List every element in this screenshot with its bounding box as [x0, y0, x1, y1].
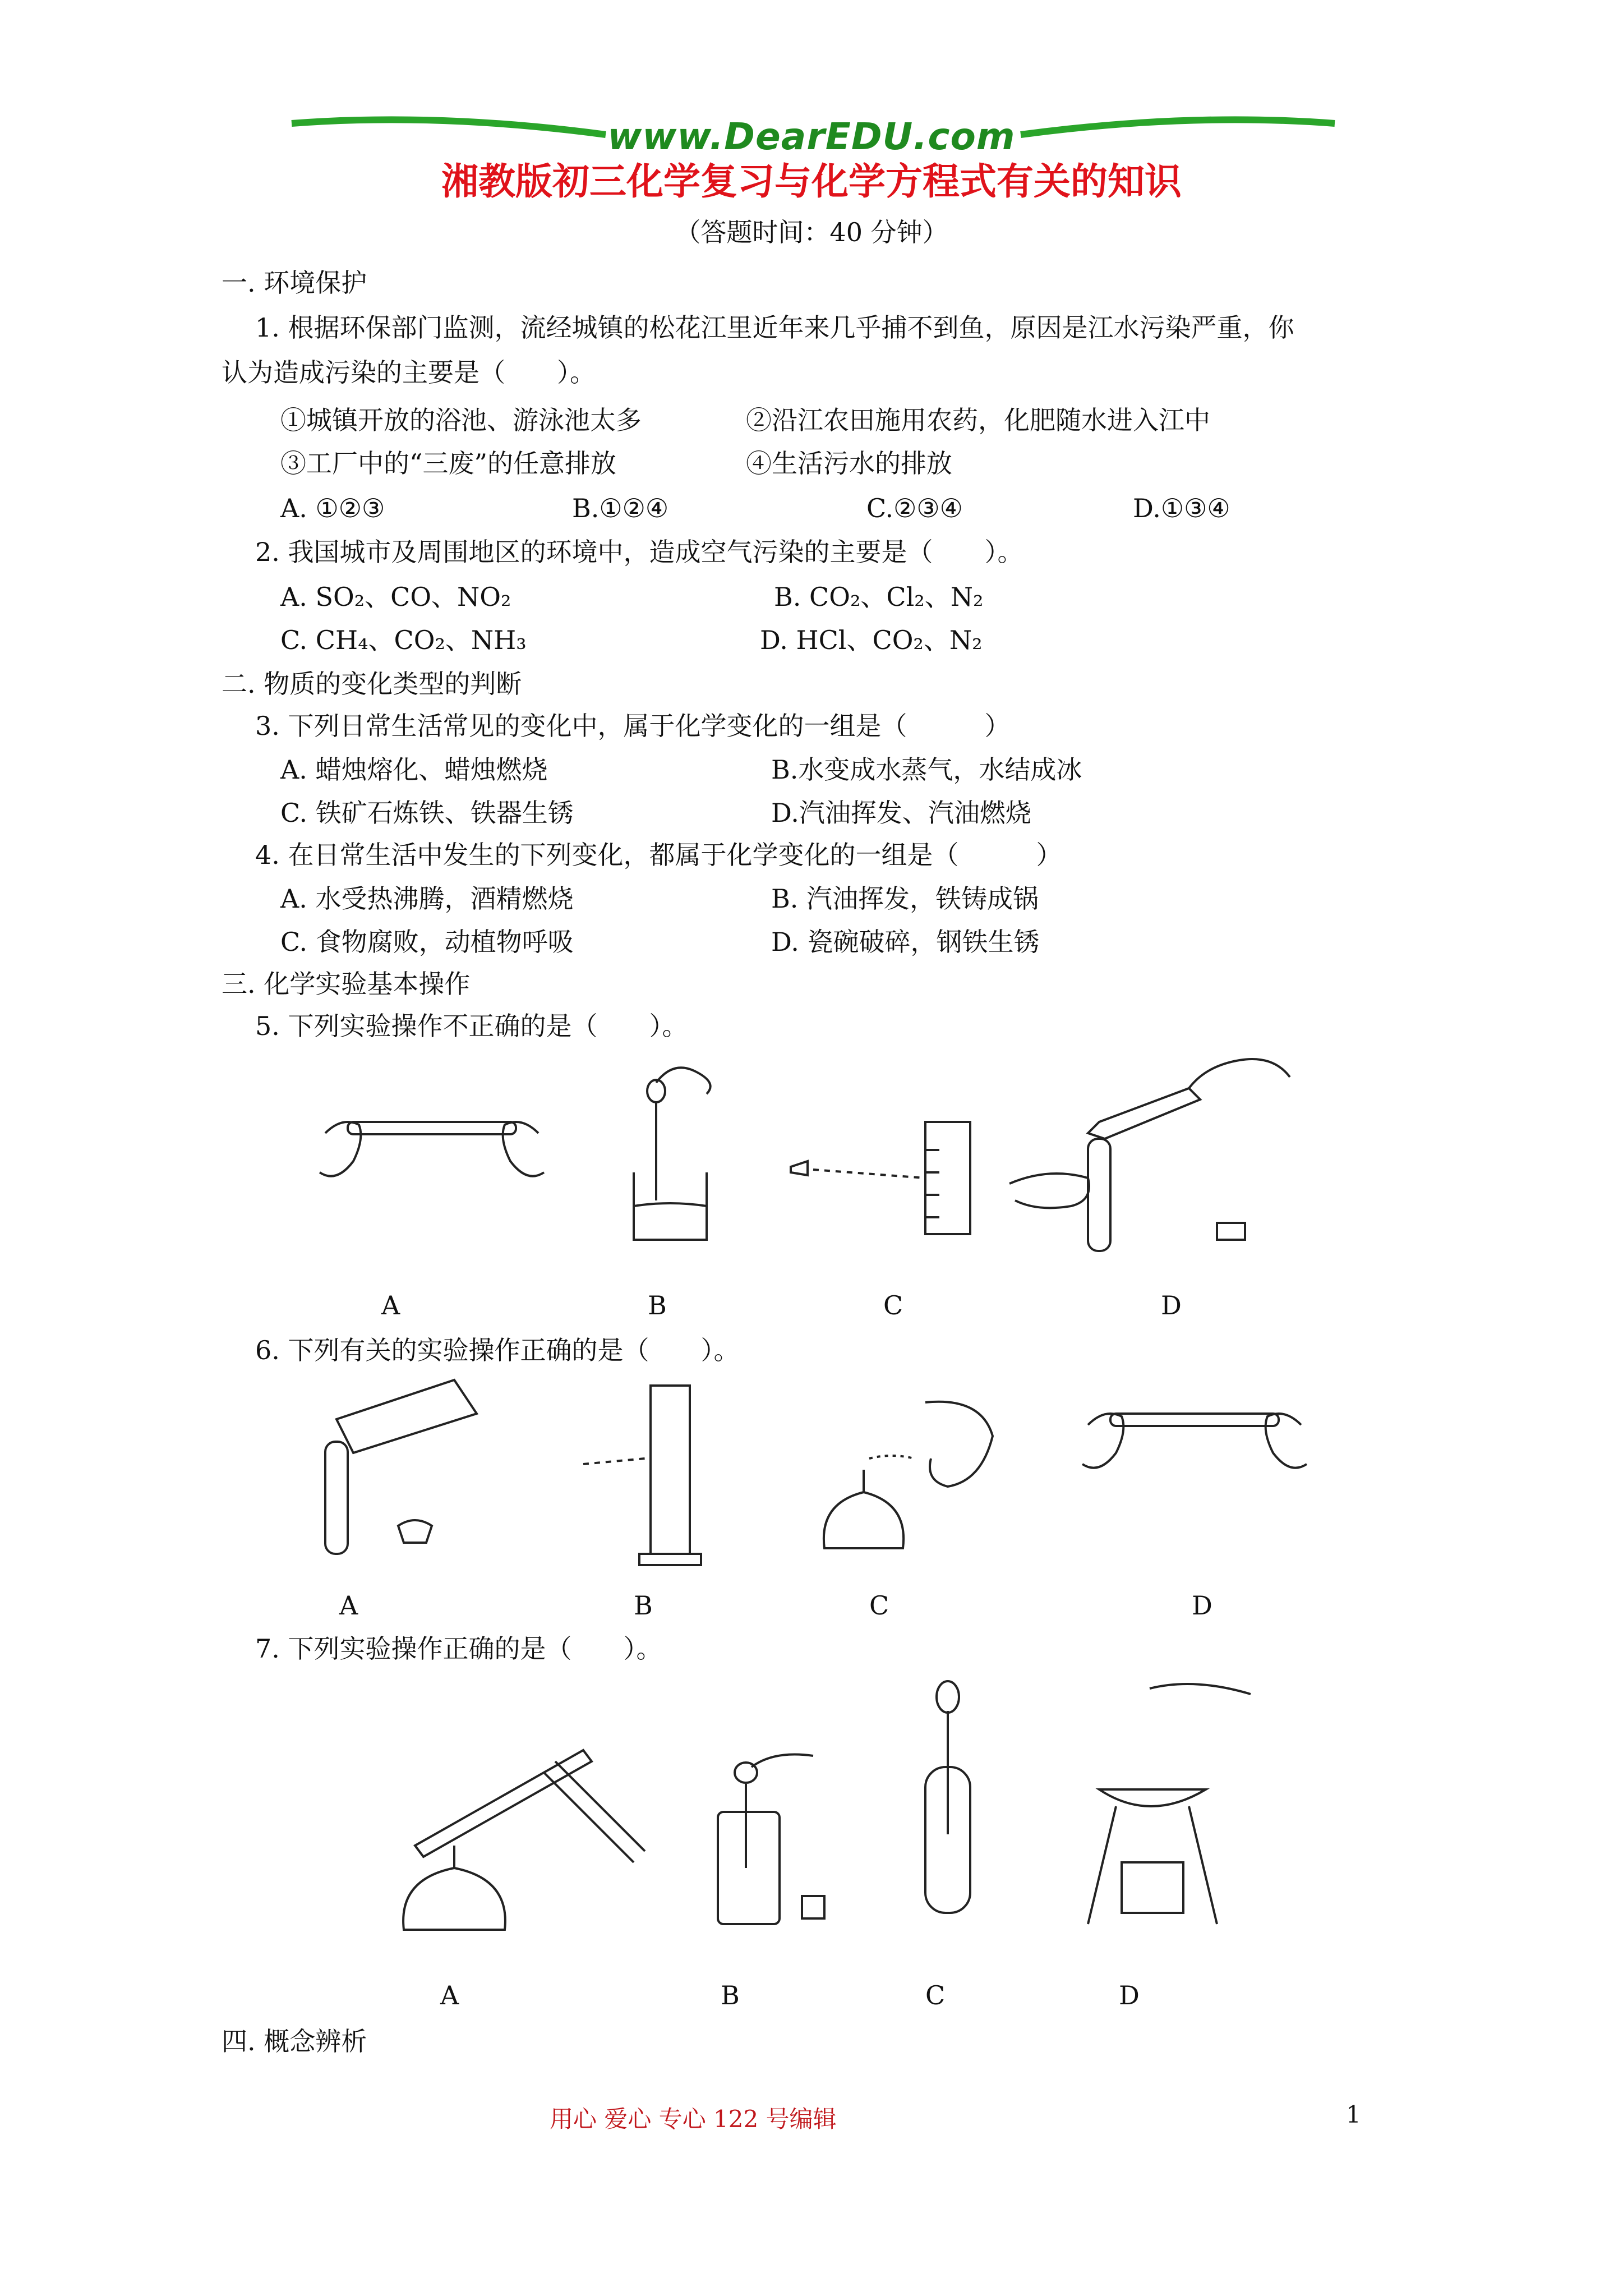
site-logo: www.DearEDU.com	[607, 115, 1016, 158]
q3-option-a: A. 蜡烛熔化、蜡烛燃烧	[280, 754, 548, 785]
q5-label-b: B	[648, 1290, 667, 1320]
question-1-stem-cont: 认为造成污染的主要是（ ）。	[222, 357, 596, 388]
q5-figure-d-pouring-liquid	[1004, 1055, 1295, 1268]
q6-label-b: B	[634, 1590, 653, 1621]
q5-figure-c-reading-cylinder	[785, 1116, 987, 1245]
q6-figure-b-graduated-cylinder	[578, 1380, 723, 1571]
question-5-stem: 5. 下列实验操作不正确的是（ ）。	[255, 1011, 688, 1041]
q7-label-a: A	[440, 1980, 459, 2010]
q5-label-d: D	[1161, 1290, 1182, 1320]
q1-option-b: B.①②④	[572, 493, 669, 523]
q1-option-c: C.②③④	[866, 493, 963, 523]
q2-option-d: D. HCl、CO₂、N₂	[760, 625, 983, 655]
q1-item-2: ②沿江农田施用农药，化肥随水进入江中	[746, 405, 1210, 435]
q4-option-b: B. 汽油挥发，铁铸成锅	[771, 884, 1039, 914]
section-heading: 四. 概念辨析	[222, 2026, 367, 2056]
page-title: 湘教版初三化学复习与化学方程式有关的知识	[441, 159, 1182, 203]
q6-figure-c-smelling-gas	[813, 1391, 998, 1559]
q4-option-c: C. 食物腐败，动植物呼吸	[280, 927, 574, 957]
q5-figure-b-dropper-into-beaker	[623, 1060, 735, 1251]
page-number: 1	[1346, 2101, 1361, 2128]
q6-figure-d-heating-test-tube	[1077, 1391, 1312, 1492]
q1-option-a: A. ①②③	[280, 493, 385, 523]
question-6-stem: 6. 下列有关的实验操作正确的是（ ）。	[255, 1335, 740, 1365]
q6-figure-a-pouring-into-tube	[314, 1369, 494, 1559]
q7-label-d: D	[1119, 1980, 1140, 2010]
footer-text: 用心 爱心 专心 122 号编辑	[550, 2105, 837, 2133]
question-2-stem: 2. 我国城市及周围地区的环境中，造成空气污染的主要是（ ）。	[255, 537, 1023, 567]
q3-option-d: D.汽油挥发、汽油燃烧	[771, 798, 1031, 828]
q5-label-c: C	[883, 1290, 903, 1320]
question-1-stem: 1. 根据环保部门监测，流经城镇的松花江里近年来几乎捕不到鱼，原因是江水污染严重，你	[255, 312, 1294, 343]
q3-option-c: C. 铁矿石炼铁、铁器生锈	[280, 798, 574, 828]
q7-figure-d-evaporating-dish	[1066, 1677, 1267, 1935]
q7-figure-b-dropper-bottle	[712, 1745, 858, 1935]
section-heading: 一. 环境保护	[222, 268, 367, 298]
q5-figure-a-heating-test-tube	[314, 1099, 550, 1200]
section-heading: 三. 化学实验基本操作	[222, 969, 471, 999]
q4-option-d: D. 瓷碗破碎，钢铁生锈	[771, 927, 1040, 957]
q2-option-b: B. CO₂、Cl₂、N₂	[774, 582, 984, 612]
q2-option-c: C. CH₄、CO₂、NH₃	[280, 625, 527, 655]
q7-label-c: C	[925, 1980, 946, 2010]
q7-figure-a-heating-with-holder	[398, 1728, 656, 1941]
time-limit: （答题时间：40 分钟）	[675, 217, 948, 247]
q1-item-4: ④生活污水的排放	[746, 448, 952, 478]
q7-label-b: B	[721, 1980, 740, 2010]
q6-label-c: C	[869, 1590, 889, 1621]
q1-option-d: D.①③④	[1133, 493, 1230, 523]
q6-label-a: A	[339, 1590, 358, 1621]
q1-item-1: ①城镇开放的浴池、游泳池太多	[280, 405, 642, 435]
q6-label-d: D	[1192, 1590, 1212, 1621]
q4-option-a: A. 水受热沸腾，酒精燃烧	[280, 884, 574, 914]
q5-label-a: A	[381, 1290, 400, 1320]
q2-option-a: A. SO₂、CO、NO₂	[280, 582, 511, 612]
q1-item-3: ③工厂中的“三废”的任意排放	[280, 448, 617, 478]
question-3-stem: 3. 下列日常生活常见的变化中，属于化学变化的一组是（ ）	[255, 711, 1011, 741]
question-7-stem: 7. 下列实验操作正确的是（ ）。	[255, 1634, 662, 1664]
section-heading: 二. 物质的变化类型的判断	[222, 669, 522, 699]
question-4-stem: 4. 在日常生活中发生的下列变化，都属于化学变化的一组是（ ）	[255, 840, 1062, 870]
q3-option-b: B.水变成水蒸气，水结成冰	[771, 754, 1082, 785]
q7-figure-c-dropper-into-tube	[914, 1677, 981, 1918]
